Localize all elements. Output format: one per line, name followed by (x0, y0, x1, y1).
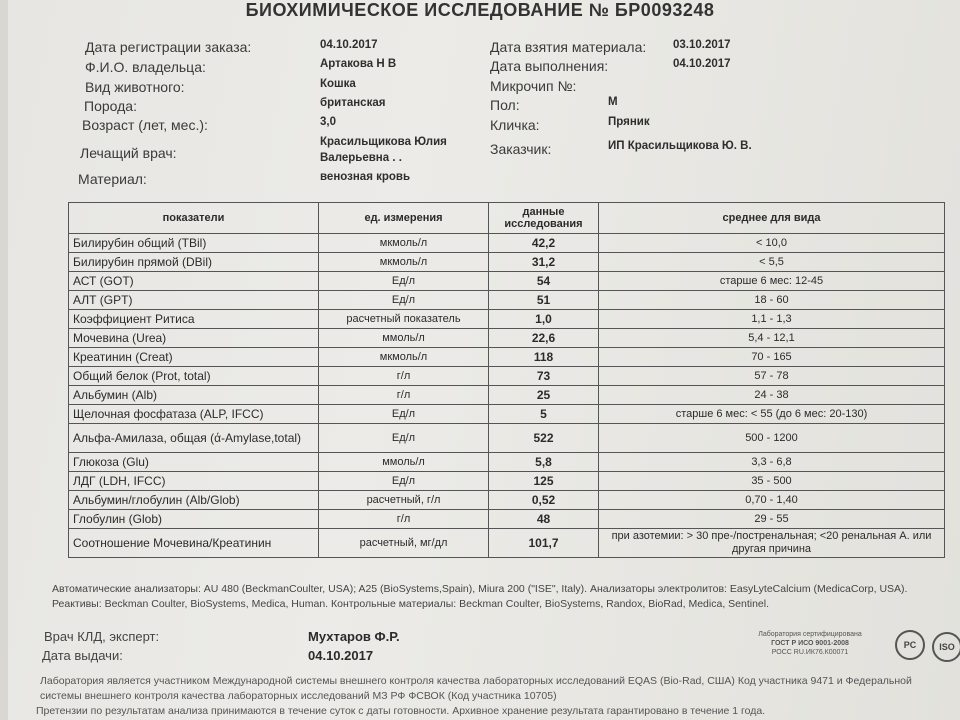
cell-result: 522 (489, 424, 599, 453)
cell-reference: 18 - 60 (599, 291, 945, 310)
cell-unit: Ед/л (319, 424, 489, 453)
cell-unit: расчетный, мг/дл (319, 529, 489, 558)
issue-date: 04.10.2017 (308, 648, 374, 663)
table-row (69, 491, 945, 510)
field-value-breed: британская (320, 97, 386, 109)
cell-reference: 1,1 - 1,3 (599, 310, 945, 329)
cell-result: 1,0 (489, 310, 599, 329)
table-body (69, 234, 945, 558)
table-row (69, 472, 945, 491)
table-row (69, 291, 945, 310)
cert-line: Лаборатория сертифицирована (758, 631, 862, 638)
cell-unit: расчетный, г/л (319, 491, 489, 510)
cell-parameter: Соотношение Мочевина/Креатинин (69, 529, 319, 558)
cell-reference: 70 - 165 (599, 348, 945, 367)
cell-unit: ммоль/л (319, 453, 489, 472)
field-label-breed: Порода: (84, 98, 137, 114)
table-row (69, 510, 945, 529)
cell-reference: < 5,5 (599, 253, 945, 272)
cell-parameter: ЛДГ (LDH, IFCC) (69, 472, 319, 491)
cell-result: 125 (489, 472, 599, 491)
cell-reference: 35 - 500 (599, 472, 945, 491)
col-header-result: данные исследования (489, 203, 599, 234)
field-value-registration-date: 04.10.2017 (320, 39, 378, 51)
field-label-customer: Заказчик: (490, 141, 552, 157)
results-table (68, 202, 945, 558)
cell-parameter: Альбумин/глобулин (Alb/Glob) (69, 491, 319, 510)
field-value-sex: М (608, 96, 618, 108)
table-header-row (69, 203, 945, 234)
cell-result: 51 (489, 291, 599, 310)
doctor-name: Мухтаров Ф.Р. (308, 629, 400, 644)
page-title: БИОХИМИЧЕСКОЕ ИССЛЕДОВАНИЕ № БР0093248 (245, 0, 715, 20)
cell-unit: мкмоль/л (319, 234, 489, 253)
cell-unit: г/л (319, 367, 489, 386)
cell-result: 101,7 (489, 529, 599, 558)
certification-block (735, 630, 885, 657)
col-header-reference: среднее для вида (599, 203, 945, 234)
table-row (69, 424, 945, 453)
table-row (69, 253, 945, 272)
field-value-collection-date: 03.10.2017 (673, 39, 731, 51)
field-label-doctor: Лечащий врач: (80, 145, 177, 161)
field-label-age: Возраст (лет, мес.): (82, 117, 208, 133)
field-value-doctor: Красильщикова Юлия (320, 136, 447, 148)
cell-parameter: Креатинин (Creat) (69, 348, 319, 367)
table-row (69, 386, 945, 405)
table-row (69, 348, 945, 367)
field-label-completion-date: Дата выполнения: (490, 58, 609, 74)
col-header-parameter: показатели (69, 203, 319, 234)
field-value-age: 3,0 (320, 116, 336, 128)
table-row (69, 329, 945, 348)
cell-reference: 29 - 55 (599, 510, 945, 529)
table-row (69, 272, 945, 291)
cell-parameter: Альбумин (Alb) (69, 386, 319, 405)
cell-unit: Ед/л (319, 291, 489, 310)
cell-parameter: Общий белок (Prot, total) (69, 367, 319, 386)
rst-certification-stamp: PC (895, 630, 925, 660)
cell-parameter: Щелочная фосфатаза (ALP, IFCC) (69, 405, 319, 424)
cell-parameter: АСТ (GOT) (69, 272, 319, 291)
cell-result: 118 (489, 348, 599, 367)
cell-reference: < 10,0 (599, 234, 945, 253)
cell-result: 31,2 (489, 253, 599, 272)
table-row (69, 234, 945, 253)
cell-reference: 500 - 1200 (599, 424, 945, 453)
cell-parameter: АЛТ (GPT) (69, 291, 319, 310)
field-label-registration-date: Дата регистрации заказа: (85, 39, 252, 55)
claims-note: Претензии по результатам анализа принимаются в течение суток с даты готовности. Архивное хранение результата гарантировано в течение 1 года. (36, 705, 766, 717)
cell-reference: 3,3 - 6,8 (599, 453, 945, 472)
field-value-completion-date: 04.10.2017 (673, 58, 731, 70)
cell-result: 42,2 (489, 234, 599, 253)
cell-reference: при азотемии: > 30 пре-/постренальная; <20 ренальная А. или другая причина (599, 529, 945, 558)
cell-parameter: Глобулин (Glob) (69, 510, 319, 529)
table-row (69, 453, 945, 472)
cell-result: 48 (489, 510, 599, 529)
reagents-note: Реактивы: Beckman Coulter, BioSystems, Medica, Human. Контрольные материалы: Beckman Coulter, BioSystems, Randox, BioRad, Medica, Sentinel. (52, 598, 770, 610)
field-value-doctor-line2: Валерьевна . . (320, 152, 402, 164)
field-label-species: Вид животного: (85, 79, 185, 95)
field-value-species: Кошка (320, 78, 356, 90)
field-value-nickname: Пряник (608, 116, 650, 128)
cell-unit: г/л (319, 386, 489, 405)
field-label-microchip: Микрочип №: (490, 78, 577, 94)
col-header-unit: ед. измерения (319, 203, 489, 234)
cell-unit: расчетный показатель (319, 310, 489, 329)
table-row (69, 405, 945, 424)
cell-unit: мкмоль/л (319, 253, 489, 272)
cell-result: 22,6 (489, 329, 599, 348)
issue-date-label: Дата выдачи: (42, 648, 123, 663)
cert-line: ГОСТ Р ИСО 9001-2008 (771, 640, 849, 647)
cell-reference: старше 6 мес: < 55 (до 6 мес: 20-130) (599, 405, 945, 424)
cell-reference: 57 - 78 (599, 367, 945, 386)
cell-parameter: Билирубин прямой (DBil) (69, 253, 319, 272)
doctor-label: Врач КЛД, эксперт: (44, 629, 160, 644)
field-label-owner: Ф.И.О. владельца: (85, 59, 206, 75)
cell-parameter: Альфа-Амилаза, общая (ά-Amylase,total) (69, 424, 319, 453)
cell-unit: мкмоль/л (319, 348, 489, 367)
table-row (69, 310, 945, 329)
field-value-customer: ИП Красильщикова Ю. В. (608, 140, 752, 152)
cert-line: РОСС RU.ИК76.К00071 (771, 649, 849, 656)
cell-result: 5 (489, 405, 599, 424)
cell-reference: 5,4 - 12,1 (599, 329, 945, 348)
cell-unit: г/л (319, 510, 489, 529)
cell-result: 5,8 (489, 453, 599, 472)
fsvok-note: системы внешнего контроля качества лабораторных исследований МЗ РФ ФСВОК (Код участника 10705) (40, 690, 557, 702)
field-value-owner: Артакова Н В (320, 58, 397, 70)
iso-certification-stamp: ISO (932, 632, 960, 662)
cell-unit: Ед/л (319, 472, 489, 491)
table-row (69, 529, 945, 558)
cell-reference: 24 - 38 (599, 386, 945, 405)
cell-parameter: Глюкоза (Glu) (69, 453, 319, 472)
eqas-note: Лаборатория является участником Международной системы внешнего контроля качества лабораторных исследований EQAS (Bio-Rad, США) Код участника 9471 и Федеральной (40, 675, 912, 687)
cell-reference: старше 6 мес: 12-45 (599, 272, 945, 291)
cell-parameter: Мочевина (Urea) (69, 329, 319, 348)
table-row (69, 367, 945, 386)
field-label-collection-date: Дата взятия материала: (490, 39, 647, 55)
cell-result: 0,52 (489, 491, 599, 510)
analyzers-note: Автоматические анализаторы: AU 480 (BeckmanCoulter, USA); A25 (BioSystems,Spain), Miura 200 ("ISE", Italy). Анализаторы электролитов: EasyLyteCalcium (MedicaCorp, USA). (52, 583, 908, 595)
cell-parameter: Билирубин общий (TBil) (69, 234, 319, 253)
cell-parameter: Коэффициент Ритиса (69, 310, 319, 329)
cell-unit: Ед/л (319, 272, 489, 291)
field-label-material: Материал: (78, 171, 147, 187)
cell-result: 54 (489, 272, 599, 291)
cell-result: 25 (489, 386, 599, 405)
cell-result: 73 (489, 367, 599, 386)
cell-unit: Ед/л (319, 405, 489, 424)
field-value-material: венозная кровь (320, 171, 411, 183)
field-label-nickname: Кличка: (490, 117, 540, 133)
cell-reference: 0,70 - 1,40 (599, 491, 945, 510)
cell-unit: ммоль/л (319, 329, 489, 348)
field-label-sex: Пол: (490, 97, 520, 113)
